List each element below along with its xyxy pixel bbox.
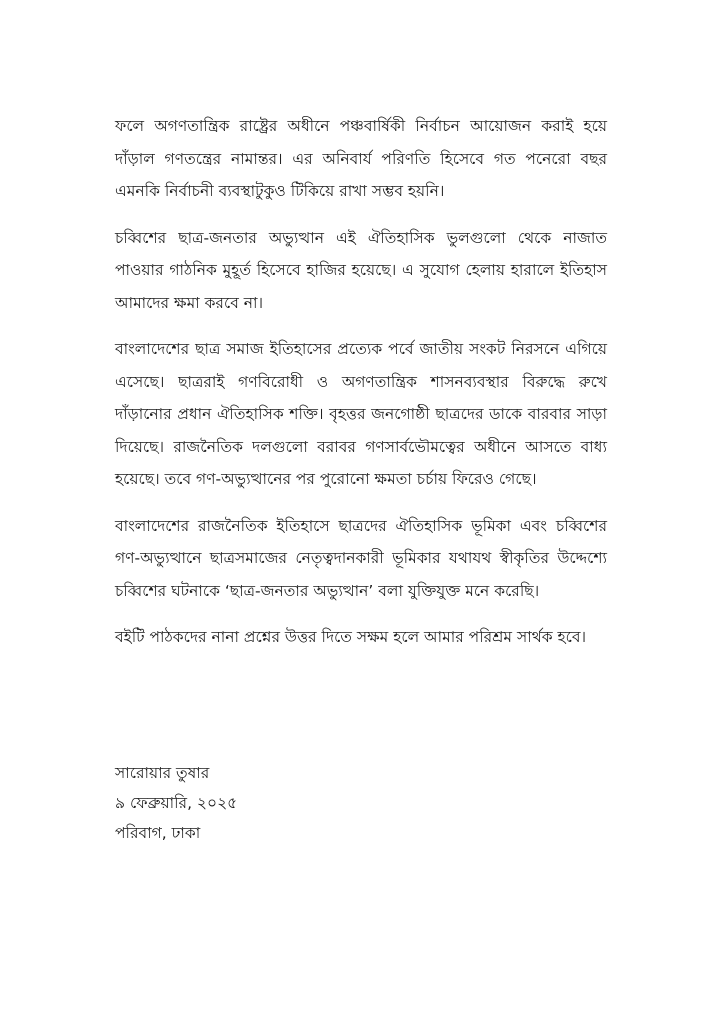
paragraph-3: বাংলাদেশের ছাত্র সমাজ ইতিহাসের প্রত্যেক পর্বে জাতীয় সংকট নিরসনে এগিয়ে এসেছে। ছাত্ররাই গণবিরোধী ও অগণতান্ত্রিক শাসনব্যবস্থার বিরুদ্ধে রুখে দাঁড়ানোর প্রধান ঐতিহাসিক শক্তি। বৃহত্তর জনগোষ্ঠী ছাত্রদের ডাকে বারবার সাড়া দিয়েছে। রাজনৈতিক দলগুলো বরাবর গণসার্বভৌমত্বের অধীনে আসতে বাধ্য হয়েছে। তবে গণ-অভ্যুত্থানের পর পুরোনো ক্ষমতা চর্চায় ফিরেও গেছে। bbox=[115, 340, 607, 488]
paragraph-1: ফলে অগণতান্ত্রিক রাষ্ট্রের অধীনে পঞ্চবার্ষিকী নির্বাচন আয়োজন করাই হয়ে দাঁড়াল গণতন্ত্রের নামান্তর। এর অনিবার্য পরিণতি হিসেবে গত পনেরো বছর এমনকি নির্বাচনী ব্যবস্থাটুকুও টিকিয়ে রাখা সম্ভব হয়নি। bbox=[115, 117, 607, 200]
signature-block bbox=[115, 758, 415, 848]
paragraph-5: বইটি পাঠকদের নানা প্রশ্নের উত্তর দিতে সক্ষম হলে আমার পরিশ্রম সার্থক হবে। bbox=[115, 628, 587, 646]
paragraph-4: বাংলাদেশের রাজনৈতিক ইতিহাসে ছাত্রদের ঐতিহাসিক ভূমিকা এবং চব্বিশের গণ-অভ্যুত্থানে ছাত্রসমাজের নেতৃত্বদানকারী ভূমিকার যথাযথ স্বীকৃতির উদ্দেশ্যে চব্বিশের ঘটনাকে ‘ছাত্র-জনতার অভ্যুত্থান’ বলা যুক্তিযুক্ত মনে করেছি। bbox=[115, 516, 607, 600]
signature-place: পরিবাগ, ঢাকা bbox=[115, 824, 201, 842]
author-name: সারোয়ার তুষার bbox=[115, 764, 210, 782]
signature-date: ৯ ফেব্রুয়ারি, ২০২৫ bbox=[115, 794, 238, 812]
document-body bbox=[115, 110, 607, 668]
paragraph-2: চব্বিশের ছাত্র-জনতার অভ্যুত্থান এই ঐতিহাসিক ভুলগুলো থেকে নাজাত পাওয়ার গাঠনিক মুহূর্ত হিসেবে হাজির হয়েছে। এ সুযোগ হেলায় হারালে ইতিহাস আমাদের ক্ষমা করবে না। bbox=[115, 228, 607, 312]
